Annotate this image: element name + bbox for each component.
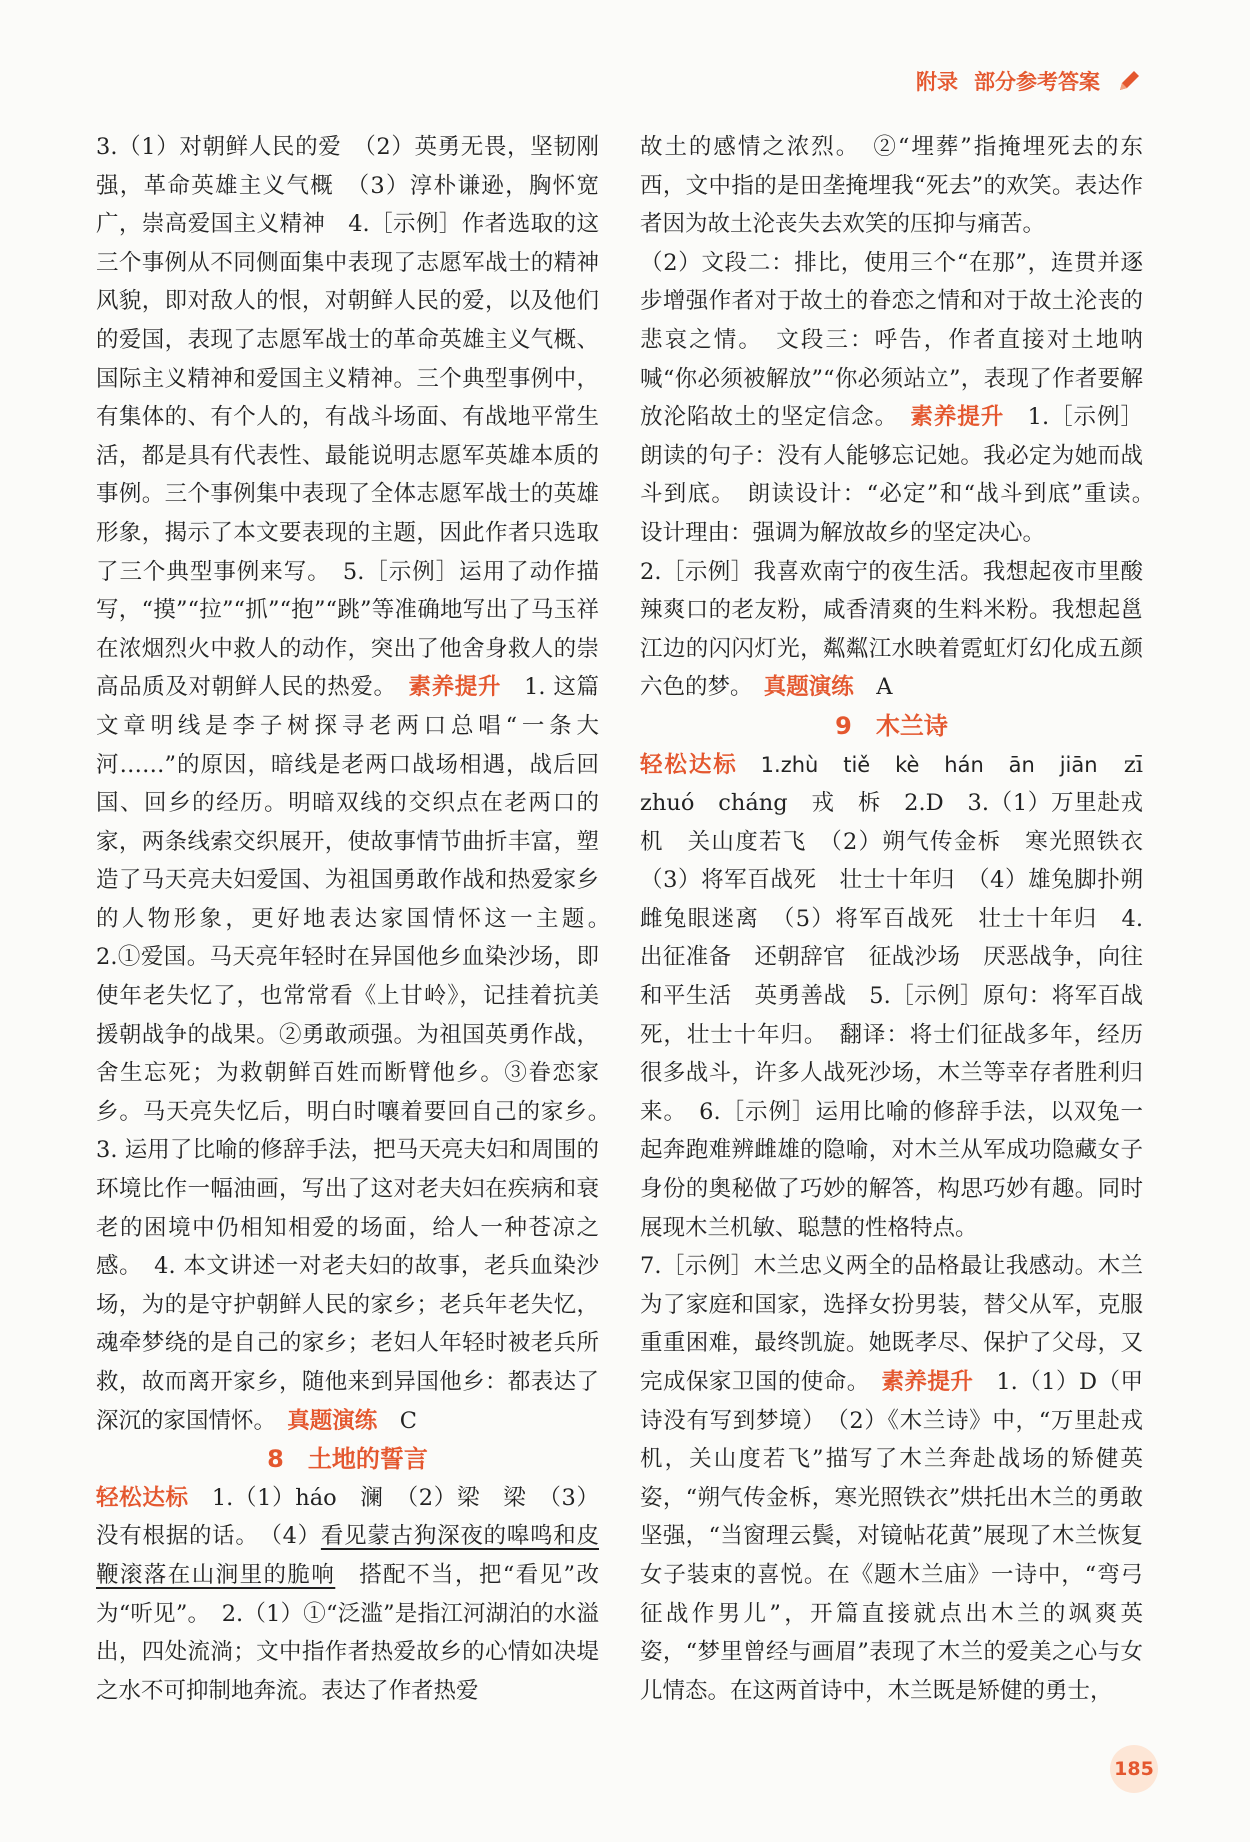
answer-block-8 bbox=[96, 1479, 599, 1711]
right-column bbox=[640, 128, 1166, 1710]
left-column bbox=[96, 128, 622, 1710]
label-suyang: 素养提升 bbox=[408, 674, 501, 701]
page-number: 185 bbox=[1110, 1745, 1158, 1793]
header-appendix: 附录 bbox=[916, 70, 958, 94]
pinyin-answers: 1.zhù tiě kè hán ān jiān bbox=[737, 752, 1098, 777]
column-divider bbox=[621, 128, 622, 1698]
label-qingsong: 轻松达标 bbox=[640, 751, 738, 778]
answer-text: C bbox=[377, 1407, 417, 1434]
answer-text: A bbox=[853, 674, 893, 701]
label-zhenti: 真题演练 bbox=[287, 1407, 378, 1434]
pencil-icon bbox=[1116, 68, 1142, 94]
answer-block-7 bbox=[96, 128, 622, 1440]
label-suyang: 素养提升 bbox=[910, 404, 1005, 431]
answer-block-9-cont bbox=[640, 1247, 1143, 1710]
section-title-9: 9 木兰诗 bbox=[835, 711, 948, 740]
header-title: 部分参考答案 bbox=[974, 70, 1100, 94]
answer-text: 故土的感情之浓烈。 ②“埋葬”指掩埋死去的东西，文中指的是田垄掩埋我“死去”的欢笑。表达作者因为故土沦丧失去欢笑的压抑与痛苦。 bbox=[640, 134, 1143, 238]
answer-text: （2）文段二：排比，使用三个“在那”，连贯并逐步增强作者对于故土的眷恋之情和对于故土沦丧的悲哀之情。 文段三：呼告，作者直接对土地呐喊“你必须被解放”“你必须站立”，表现了作者要解放沦陷故土的坚定信念。 bbox=[640, 249, 1143, 431]
answer-block-8-cont3 bbox=[640, 553, 1143, 707]
section-title-8: 8 土地的誓言 bbox=[267, 1445, 428, 1474]
answer-block-8-cont bbox=[640, 128, 1143, 244]
answer-text: 1.（1）háo 澜 （2）梁 梁 （3）没有根据的话。 （4） bbox=[96, 1484, 599, 1550]
underlined-sentence: 看见蒙古狗深夜的嗥鸣和皮鞭滚落在山涧里的脆响 bbox=[96, 1523, 599, 1588]
answer-text: zī zhuó cháng 戎 柝 2.D 3.（1）万里赴戎机 关山度若飞 （2）朔气传金柝 寒光照铁衣 （3）将军百战死 壮士十年归 （4）雄兔脚扑朔 雌兔眼迷离 （5）将军百战死 壮士十年归 4. 出征准备 还朝辞官 征战沙场 厌恶战争，向往和平生活 英勇善战 5.［示例］原句：将军百战死，壮士十年归。 翻译：将士们征战多年，经历很多战斗，许多人战死沙场，木兰等幸存者胜利归来。 6.［示例］运用比喻的修辞手法，以双兔一起奔跑难辨雌雄的隐喻，对木兰从军成功隐藏女子身份的奥秘做了巧妙的解答，构思巧妙有趣。同时展现木兰机敏、聪慧的性格特点。 bbox=[640, 751, 1166, 1241]
answer-text: 搭配不当，把“看见”改为“听见”。 2.（1）①“泛滥”是指江河湖泊的水溢出，四处流淌；文中指作者热爱故乡的心情如决堤之水不可抑制地奔流。表达了作者热爱 bbox=[96, 1561, 599, 1704]
answer-text: 7.［示例］木兰忠义两全的品格最让我感动。木兰为了家庭和国家，选择女扮男装，替父从军，克服重重困难，最终凯旋。她既孝尽、保护了父母，又完成保家卫国的使命。 bbox=[640, 1253, 1143, 1395]
answer-text: 2.［示例］我喜欢南宁的夜生活。我想起夜市里酸辣爽口的老友粉，咸香清爽的生料米粉。我想起邕江边的闪闪灯光，粼粼江水映着霓虹灯幻化成五颜六色的梦。 bbox=[640, 558, 1143, 701]
answer-text: 1.［示例］朗读的句子：没有人能够忘记她。我必定为她而战斗到底。 朗读设计：“必定”和“战斗到底”重读。 设计理由：强调为解放故乡的坚定决心。 bbox=[640, 404, 1166, 546]
label-qingsong: 轻松达标 bbox=[96, 1484, 189, 1511]
label-zhenti: 真题演练 bbox=[763, 674, 854, 701]
page-header bbox=[916, 66, 1142, 96]
answer-block-8-cont2 bbox=[640, 244, 1166, 553]
answer-text: 1. 这篇文章明线是李子树探寻老两口总唱“一条大河……”的原因，暗线是老两口战场相遇，战后回国、回乡的经历。明暗双线的交织点在老两口的家，两条线索交织展开，使故事情节曲折丰富，塑造了马天亮夫妇爱国、为祖国勇敢作战和热爱家乡的人物形象，更好地表达家国情怀这一主题。 2.①爱国。马天亮年轻时在异国他乡血染沙场，即使年老失忆了，也常常看《上甘岭》，记挂着抗美援朝战争的战果。②勇敢顽强。为祖国英勇作战，舍生忘死；为救朝鲜百姓而断臂他乡。③眷恋家乡。马天亮失忆后，明白时嚷着要回自己的家乡。 3. 运用了比喻的修辞手法，把马天亮夫妇和周围的环境比作一幅油画，写出了这对老夫妇在疾病和衰老的困境中仍相知相爱的场面，给人一种苍凉之感。 4. 本文讲述一对老夫妇的故事，老兵血染沙场，为的是守护朝鲜人民的家乡；老兵年老失忆，魂牵梦绕的是自己的家乡；老妇人年轻时被老兵所救，故而离开家乡，随他来到异国他乡：都表达了深沉的家国情怀。 bbox=[96, 674, 622, 1434]
answer-text: 3.（1）对朝鲜人民的爱 （2）英勇无畏，坚韧刚强，革命英雄主义气概 （3）淳朴谦逊，胸怀宽广，崇高爱国主义精神 4.［示例］作者选取的这三个事例从不同侧面集中表现了志愿军战士的精神风貌，即对敌人的恨，对朝鲜人民的爱，以及他们的爱国，表现了志愿军战士的革命英雄主义气概、国际主义精神和爱国主义精神。三个典型事例中，有集体的、有个人的，有战斗场面、有战地平常生活，都是具有代表性、最能说明志愿军英雄本质的事例。三个事例集中表现了全体志愿军战士的英雄形象，揭示了本文要表现的主题，因此作者只选取了三个典型事例来写。 5.［示例］运用了动作描写，“摸”“拉”“抓”“抱”“跳”等准确地写出了马玉祥在浓烟烈火中救人的动作，突出了他舍身救人的崇高品质及对朝鲜人民的热爱。 bbox=[96, 134, 599, 701]
answer-block-9 bbox=[640, 746, 1166, 1248]
label-suyang: 素养提升 bbox=[881, 1369, 974, 1395]
answer-text: 1.（1）D（甲诗没有写到梦境） （2）《木兰诗》中，“万里赴戎机，关山度若飞”描写了木兰奔赴战场的矫健英姿，“朔气传金柝，寒光照铁衣”烘托出木兰的勇敢坚强，“当窗理云鬓，对镜帖花黄”展现了木兰恢复女子装束的喜悦。在《题木兰庙》一诗中，“弯弓征战作男儿”，开篇直接就点出木兰的飒爽英姿，“梦里曾经与画眉”表现了木兰的爱美之心与女儿情态。在这两首诗中，木兰既是矫健的勇士， bbox=[640, 1369, 1143, 1704]
